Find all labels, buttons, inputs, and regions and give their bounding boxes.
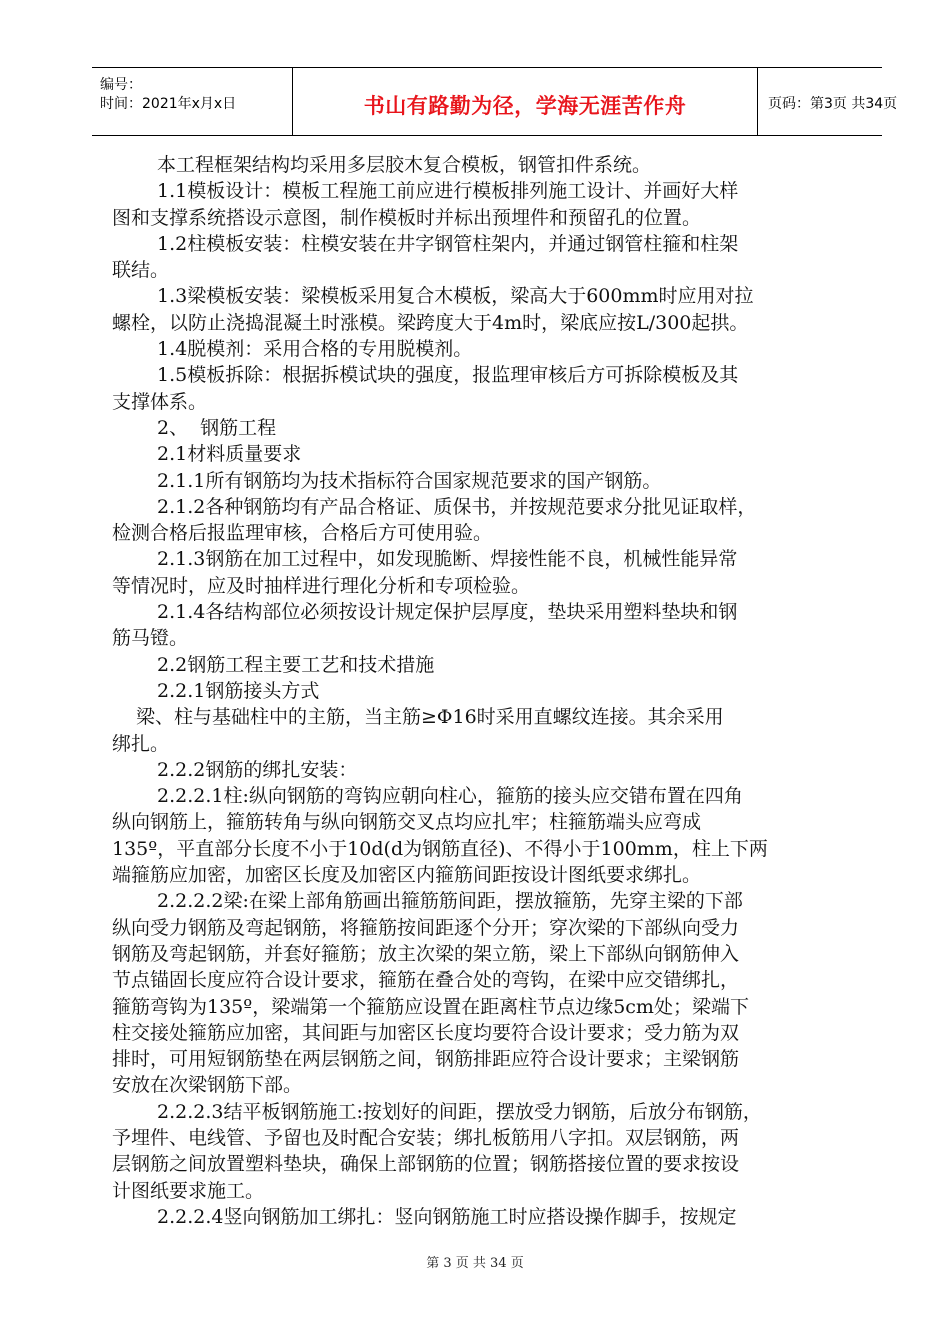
text-line: 2.1.2各种钢筋均有产品合格证、质保书，并按规范要求分批见证取样， xyxy=(157,495,757,518)
header-motto: 书山有路勤为径，学海无涯苦作舟 xyxy=(363,94,687,118)
header-page-cell xyxy=(758,68,898,135)
text-line: 2.2.2.4竖向钢筋加工绑扎：竖向钢筋施工时应搭设操作脚手，按规定 xyxy=(157,1205,737,1228)
text-line: 2.2.2.1柱:纵向钢筋的弯钩应朝向柱心，箍筋的接头应交错布置在四角 xyxy=(157,785,743,808)
document-body xyxy=(112,152,872,1230)
section-heading: 2、 钢筋工程 xyxy=(157,416,277,439)
text-line: 螺栓，以防止浇捣混凝土时涨模。梁跨度大于4m时，梁底应按L/300起拱。 xyxy=(112,311,749,334)
text-line: 1.5模板拆除：根据拆模试块的强度，报监理审核后方可拆除模板及其 xyxy=(157,364,739,387)
time-label: 时间：2021年x月x日 xyxy=(100,96,237,112)
text-line: 2.2.2.3结平板钢筋施工:按划好的间距，摆放受力钢筋，后放分布钢筋， xyxy=(157,1100,762,1123)
text-line: 钢筋及弯起钢筋，并套好箍筋；放主次梁的架立筋，梁上下部纵向钢筋伸入 xyxy=(112,942,740,965)
text-line: 计图纸要求施工。 xyxy=(112,1179,265,1202)
text-line: 层钢筋之间放置塑料垫块，确保上部钢筋的位置；钢筋搭接位置的要求按设 xyxy=(112,1153,740,1176)
text-line: 2.1材料质量要求 xyxy=(157,443,302,466)
text-line: 1.2柱模板安装：柱模安装在井字钢管柱架内，并通过钢管柱箍和柱架 xyxy=(157,232,739,255)
text-line: 纵向钢筋上，箍筋转角与纵向钢筋交叉点均应扎牢；柱箍筋端头应弯成 xyxy=(112,811,702,834)
text-line: 柱交接处箍筋应加密，其间距与加密区长度均要符合设计要求；受力筋为双 xyxy=(112,1021,740,1044)
header-motto-cell xyxy=(292,68,758,135)
header-meta xyxy=(92,68,292,135)
text-line: 予埋件、电线管、予留也及时配合安装；绑扎板筋用八字扣。双层钢筋，两 xyxy=(112,1126,740,1149)
text-line: 排时，可用短钢筋垫在两层钢筋之间，钢筋排距应符合设计要求；主梁钢筋 xyxy=(112,1048,740,1071)
text-line: 2.2.2钢筋的绑扎安装： xyxy=(157,758,358,781)
text-line: 本工程框架结构均采用多层胶木复合模板，钢管扣件系统。 xyxy=(157,154,652,176)
text-line: 检测合格后报监理审核，合格后方可使用验。 xyxy=(112,522,493,545)
text-line: 2.1.1所有钢筋均为技术指标符合国家规范要求的国产钢筋。 xyxy=(157,469,662,492)
text-line: 安放在次梁钢筋下部。 xyxy=(112,1074,303,1097)
text-line: 1.4脱模剂：采用合格的专用脱模剂。 xyxy=(157,338,473,361)
text-line: 图和支撑系统搭设示意图，制作模板时并标出预埋件和预留孔的位置。 xyxy=(112,206,702,229)
page-footer: 第 3 页 共 34 页 xyxy=(426,1256,524,1271)
text-line: 绑扎。 xyxy=(112,732,170,755)
number-label: 编号： xyxy=(100,77,142,93)
text-line: 1.1模板设计：模板工程施工前应进行模板排列施工设计、并画好大样 xyxy=(157,180,739,203)
text-line: 纵向受力钢筋及弯起钢筋，将箍筋按间距逐个分开；穿次梁的下部纵向受力 xyxy=(112,916,740,939)
page-label: 页码：第3页 共34页 xyxy=(768,96,898,112)
text-line: 2.2钢筋工程主要工艺和技术措施 xyxy=(157,653,435,676)
text-line: 2.1.3钢筋在加工过程中，如发现脆断、焊接性能不良，机械性能异常 xyxy=(157,548,738,571)
text-line: 端箍筋应加密，加密区长度及加密区内箍筋间距按设计图纸要求绑扎。 xyxy=(112,864,702,887)
text-line: 等情况时，应及时抽样进行理化分析和专项检验。 xyxy=(112,574,531,597)
text-line: 箍筋弯钩为135º，梁端第一个箍筋应设置在距离柱节点边缘5cm处；梁端下 xyxy=(112,995,749,1018)
text-line: 节点锚固长度应符合设计要求，箍筋在叠合处的弯钩，在梁中应交错绑扎， xyxy=(112,969,740,992)
text-line: 135º，平直部分长度不小于10d(d为钢筋直径)、不得小于100mm，柱上下两 xyxy=(112,837,768,860)
text-line: 2.2.1钢筋接头方式 xyxy=(157,679,320,702)
text-line: 1.3梁模板安装：梁模板采用复合木模板，梁高大于600mm时应用对拉 xyxy=(157,285,754,308)
text-line: 支撑体系。 xyxy=(112,390,208,413)
text-line: 梁、柱与基础柱中的主筋，当主筋≥Φ16时采用直螺纹连接。其余采用 xyxy=(136,706,724,729)
text-line: 2.2.2.2梁:在梁上部角筋画出箍筋筋间距，摆放箍筋，先穿主梁的下部 xyxy=(157,890,743,913)
text-line: 联结。 xyxy=(112,259,170,282)
text-line: 2.1.4各结构部位必须按设计规定保护层厚度，垫块采用塑料垫块和钢 xyxy=(157,601,738,624)
text-line: 筋马镫。 xyxy=(112,627,189,650)
document-header xyxy=(92,67,898,136)
